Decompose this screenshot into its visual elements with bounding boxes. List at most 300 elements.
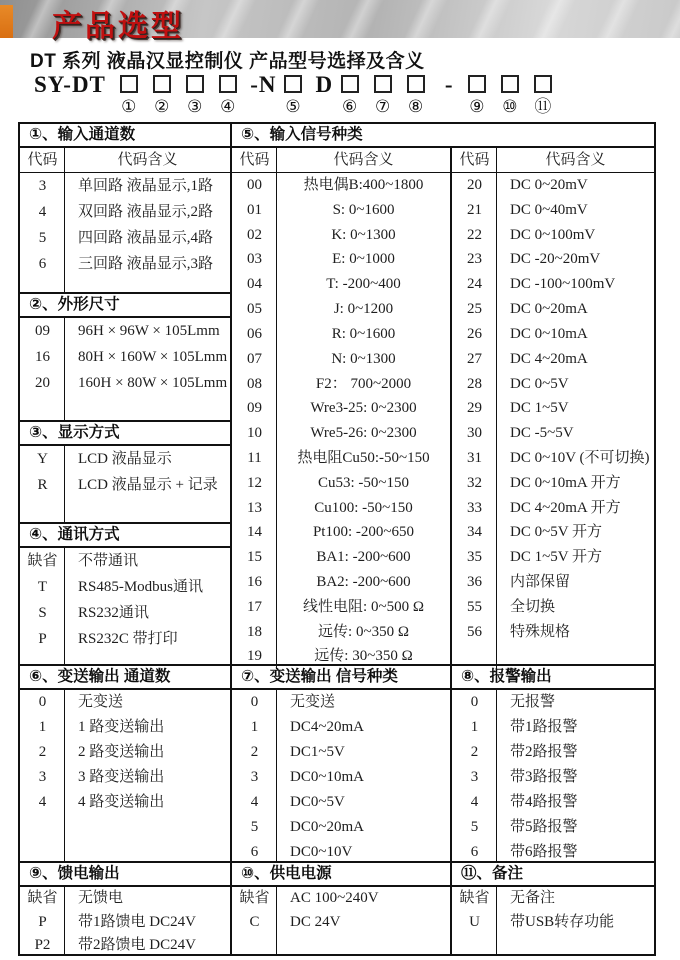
table-row [20, 715, 230, 740]
meaning-cell: 96H × 96W × 105Lmm [78, 323, 220, 339]
table-row [232, 372, 450, 397]
table-row [232, 272, 450, 297]
code-cell: 02 [247, 226, 262, 243]
circled-number: ⑥ [342, 97, 358, 117]
meaning-cell: 内部保留 [510, 574, 571, 590]
section-title: ⑧、报警输出 [452, 666, 654, 690]
section-transmit-signal-types [232, 666, 450, 861]
meaning-cell: Wre3-25: 0~2300 [310, 400, 417, 417]
code-cell: 21 [467, 201, 482, 218]
rows [20, 887, 230, 954]
code-cell: 5 [250, 819, 259, 835]
meaning-cell: 带4路报警 [510, 794, 578, 810]
code-cell: 07 [247, 350, 262, 367]
circled-number: ⑧ [408, 97, 424, 117]
circled-number: ① [121, 97, 137, 117]
meaning-cell: 带2路馈电 DC24V [78, 937, 196, 954]
model-prefix: SY-DT [34, 72, 113, 97]
table-row [232, 570, 450, 595]
table-row [452, 840, 654, 861]
table-row [232, 520, 450, 545]
table-row [452, 790, 654, 815]
code-cell: 10 [247, 425, 262, 442]
meaning-cell: LCD 液晶显示 [78, 451, 172, 467]
table-row [232, 223, 450, 248]
column-headers [452, 148, 654, 173]
model-digit-slot [178, 74, 211, 116]
code-cell: 24 [467, 276, 482, 293]
meaning-cell: DC -100~100mV [510, 276, 616, 293]
code-cell: 4 [38, 794, 47, 810]
code-cell: 36 [467, 574, 482, 590]
rows [452, 690, 654, 861]
model-group-3 [316, 74, 433, 116]
table-row [232, 322, 450, 347]
code-cell: 32 [467, 474, 482, 491]
code-cell: 12 [247, 474, 262, 491]
rows [232, 173, 450, 669]
meaning-cell: 单回路 液晶显示,1路 [78, 178, 214, 194]
model-boxes [277, 74, 310, 116]
meaning-cell: 无备注 [510, 890, 556, 906]
meaning-cell: 无变送 [290, 694, 336, 710]
digit-box [153, 75, 171, 93]
meaning-cell: DC4~20mA [290, 719, 364, 735]
code-cell: 16 [35, 349, 50, 365]
table-mid-area [20, 664, 654, 861]
table-row [20, 790, 230, 815]
circled-number: ③ [187, 97, 203, 117]
code-cell: 04 [247, 276, 262, 293]
code-cell: S [38, 605, 47, 621]
table-row [452, 471, 654, 496]
table-row [20, 626, 230, 652]
banner-accent-bar [0, 5, 13, 38]
section-display-mode [20, 420, 230, 522]
table-row [452, 396, 654, 421]
table-row [232, 595, 450, 620]
meaning-cell: RS232C 带打印 [78, 631, 178, 647]
table-row [452, 297, 654, 322]
code-cell: 22 [467, 226, 482, 243]
section-power-supply [232, 863, 450, 954]
signal-types-right [450, 148, 654, 669]
meaning-cell: 特殊规格 [510, 623, 571, 640]
meaning-cell: RS232通讯 [78, 605, 149, 621]
meaning-cell: 远传: 0~350 Ω [318, 623, 409, 640]
model-digit-slot [526, 74, 559, 116]
circled-number: ⑨ [469, 97, 485, 117]
rows [232, 690, 450, 861]
code-cell: 3 [250, 769, 259, 785]
meaning-cell: 无变送 [78, 694, 124, 710]
table-row [452, 347, 654, 372]
table-row [232, 815, 450, 840]
code-cell: 03 [247, 251, 262, 268]
section-remarks [452, 863, 654, 954]
rows [20, 173, 230, 277]
code-cell: 缺省 [239, 890, 270, 906]
section-body [20, 887, 230, 954]
code-cell: 6 [470, 844, 479, 860]
code-header: 代码 [459, 152, 490, 168]
code-header: 代码 [239, 152, 270, 168]
table-row [452, 887, 654, 911]
table-row [452, 496, 654, 521]
table-row [452, 446, 654, 471]
circled-number: ② [154, 97, 170, 117]
table-row [20, 446, 230, 472]
code-cell: 19 [247, 648, 262, 665]
code-cell: 35 [467, 549, 482, 566]
model-digit-slot [493, 74, 526, 116]
header-banner [0, 0, 680, 43]
digit-box [407, 75, 425, 93]
meaning-cell: 带5路报警 [510, 819, 578, 835]
code-cell: 2 [250, 744, 259, 760]
section-input-channels [20, 124, 230, 292]
model-digit-slot [112, 74, 145, 116]
code-cell: 5 [38, 230, 47, 246]
circled-number: ④ [220, 97, 236, 117]
meaning-cell: BA2: -200~600 [316, 574, 411, 590]
table-row [232, 690, 450, 715]
circled-number: ⑦ [375, 97, 391, 117]
model-digit-slot [145, 74, 178, 116]
meaning-cell: 四回路 液晶显示,4路 [78, 230, 214, 246]
meaning-cell: T: -200~400 [326, 276, 401, 293]
model-prefix: -N [250, 72, 277, 97]
circled-number: ⑪ [534, 97, 552, 117]
model-prefix: D [315, 72, 334, 97]
code-cell: 23 [467, 251, 482, 268]
table-row [20, 740, 230, 765]
section-title: ⑪、备注 [452, 863, 654, 887]
code-cell: 17 [247, 598, 262, 615]
code-cell: 33 [467, 499, 482, 516]
code-cell: 4 [470, 794, 479, 810]
digit-box [374, 75, 392, 93]
code-cell: 20 [467, 177, 482, 193]
meaning-cell: DC0~10V [290, 844, 353, 860]
meaning-cell: 三回路 液晶显示,3路 [78, 256, 214, 272]
meaning-cell: 热电偶B:400~1800 [303, 177, 424, 193]
meaning-cell: DC 0~40mV [510, 201, 588, 218]
section-title: ①、输入通道数 [20, 124, 230, 148]
model-digit-slot [277, 74, 310, 116]
meaning-cell: DC 24V [290, 913, 341, 930]
section-body [20, 548, 230, 664]
code-cell: P [38, 631, 47, 647]
meaning-cell: 160H × 80W × 105Lmm [78, 375, 228, 391]
code-cell: C [249, 913, 260, 930]
meaning-cell: 全切换 [510, 598, 556, 615]
meaning-cell: DC 0~10mA 开方 [510, 474, 621, 491]
meaning-cell: Wre5-26: 0~2300 [310, 425, 417, 442]
section-body [232, 887, 450, 954]
meaning-cell: 带6路报警 [510, 844, 578, 860]
banner-title: 产品选型 [52, 10, 184, 43]
model-boxes [460, 74, 559, 116]
code-cell: 0 [250, 694, 259, 710]
table-row [232, 347, 450, 372]
code-cell: 00 [247, 177, 262, 193]
meaning-cell: N: 0~1300 [331, 350, 396, 367]
meaning-cell: DC 0~20mV [510, 177, 588, 193]
section-body [20, 148, 230, 292]
meaning-cell: S: 0~1600 [332, 201, 395, 218]
table-row [20, 472, 230, 498]
table-row [20, 318, 230, 344]
meaning-cell: 远传: 30~350 Ω [314, 648, 413, 665]
meaning-cell: DC 1~5V 开方 [510, 549, 603, 566]
code-cell: 13 [247, 499, 262, 516]
table-row [232, 790, 450, 815]
meaning-cell: DC 0~10mA [510, 325, 588, 342]
code-cell: 34 [467, 524, 482, 541]
section-title: ⑩、供电电源 [232, 863, 450, 887]
meaning-cell: DC 4~20mA 开方 [510, 499, 621, 516]
meaning-cell: DC 0~100mV [510, 226, 596, 243]
digit-box [284, 75, 302, 93]
meaning-cell: 2 路变送输出 [78, 744, 165, 760]
circled-number: ⑤ [285, 97, 301, 117]
meaning-cell: DC0~5V [290, 794, 345, 810]
section-title: ⑥、变送输出 通道数 [20, 666, 230, 690]
meaning-cell: 无馈电 [78, 890, 124, 906]
code-cell: Y [37, 451, 48, 467]
table-row [232, 911, 450, 935]
section-title: ③、显示方式 [20, 422, 230, 446]
table-row [452, 715, 654, 740]
model-boxes [333, 74, 432, 116]
model-digit-slot [399, 74, 432, 116]
table-row [452, 911, 654, 935]
table-row [452, 421, 654, 446]
code-cell: 29 [467, 400, 482, 417]
table-row [20, 548, 230, 574]
table-row [452, 545, 654, 570]
table-row [20, 934, 230, 954]
meaning-cell: 带USB转存功能 [510, 913, 615, 930]
section-body [452, 887, 654, 954]
table-row [20, 251, 230, 277]
digit-box [468, 75, 486, 93]
code-cell: 01 [247, 201, 262, 218]
code-cell: 1 [38, 719, 47, 735]
column-left [20, 124, 230, 664]
meaning-cell: 带3路报警 [510, 769, 578, 785]
table-row [20, 911, 230, 935]
table-row [232, 840, 450, 861]
doc-title: DT 系列 液晶汉显控制仪 产品型号选择及含义 [30, 51, 425, 72]
meaning-cell: DC0~10mA [290, 769, 364, 785]
table-row [20, 600, 230, 626]
meaning-cell: 带1路馈电 DC24V [78, 913, 196, 930]
code-cell: T [37, 579, 48, 595]
meaning-cell: 热电阻Cu50:-50~150 [297, 449, 430, 466]
code-cell: 05 [247, 301, 262, 318]
code-cell: 1 [250, 719, 259, 735]
meaning-cell: 带1路报警 [510, 719, 578, 735]
signal-types-body [232, 148, 654, 669]
code-cell: 31 [467, 449, 482, 466]
table-row [20, 690, 230, 715]
meaning-cell: LCD 液晶显示 + 记录 [78, 477, 218, 493]
code-cell: 4 [38, 204, 47, 220]
table-row [452, 815, 654, 840]
meaning-cell: 双回路 液晶显示,2路 [78, 204, 214, 220]
table-row [452, 272, 654, 297]
meaning-cell: DC1~5V [290, 744, 345, 760]
meaning-cell: DC -5~5V [510, 425, 574, 442]
table-row [452, 620, 654, 645]
meaning-cell: DC 0~10V (不可切换) [510, 449, 650, 466]
rows [20, 548, 230, 652]
digit-box [534, 75, 552, 93]
section-communication [20, 522, 230, 664]
code-cell: 30 [467, 425, 482, 442]
code-cell: 6 [38, 256, 47, 272]
table-row [232, 297, 450, 322]
table-row [232, 887, 450, 911]
meaning-cell: Cu100: -50~150 [314, 499, 413, 516]
meaning-cell: DC0~20mA [290, 819, 364, 835]
table-top-area [20, 124, 654, 664]
table-row [452, 690, 654, 715]
code-cell: P2 [34, 937, 51, 954]
code-cell: 缺省 [459, 890, 490, 906]
table-row [232, 446, 450, 471]
code-cell: 14 [247, 524, 262, 541]
model-digit-slot [333, 74, 366, 116]
meaning-header: 代码含义 [333, 152, 394, 168]
table-row [232, 198, 450, 223]
rows [232, 887, 450, 934]
meaning-cell: E: 0~1000 [332, 251, 395, 268]
code-cell: 55 [467, 598, 482, 615]
section-dimensions [20, 292, 230, 420]
meaning-header: 代码含义 [545, 152, 606, 168]
circled-number: ⑩ [502, 97, 518, 117]
table-row [20, 344, 230, 370]
meaning-cell: F2： 700~2000 [315, 375, 412, 392]
code-cell: 25 [467, 301, 482, 318]
section-title: ⑨、馈电输出 [20, 863, 230, 887]
code-cell: 11 [247, 449, 262, 466]
code-cell: 27 [467, 350, 482, 367]
table-row [452, 372, 654, 397]
code-cell: 08 [247, 375, 262, 392]
section-body [20, 318, 230, 420]
code-cell: R [37, 477, 48, 493]
rows [20, 446, 230, 498]
code-cell: 09 [35, 323, 50, 339]
rows [20, 318, 230, 396]
model-code-line [34, 74, 559, 116]
rows [20, 690, 230, 815]
code-cell: 20 [35, 375, 50, 391]
code-cell: 3 [38, 178, 47, 194]
table-row [232, 396, 450, 421]
meaning-cell: K: 0~1300 [331, 226, 396, 243]
table-row [232, 496, 450, 521]
digit-box [219, 75, 237, 93]
code-cell: 3 [470, 769, 479, 785]
code-cell: U [469, 913, 480, 930]
table-row [452, 198, 654, 223]
code-cell: 2 [470, 744, 479, 760]
code-cell: 15 [247, 549, 262, 566]
table-row [20, 173, 230, 199]
section-feed-output [20, 863, 230, 954]
column-headers [20, 148, 230, 173]
section-input-signal-types [230, 124, 654, 664]
meaning-cell: 3 路变送输出 [78, 769, 165, 785]
model-boxes [112, 74, 244, 116]
section-title: ④、通讯方式 [20, 524, 230, 548]
table-row [452, 740, 654, 765]
meaning-cell: DC 1~5V [510, 400, 569, 417]
meaning-cell: DC 0~5V 开方 [510, 524, 603, 541]
section-body [20, 446, 230, 522]
table-row [232, 421, 450, 446]
code-cell: 缺省 [27, 553, 58, 569]
section-title: ⑤、输入信号种类 [232, 124, 654, 148]
table-row [452, 322, 654, 347]
meaning-cell: DC 4~20mA [510, 350, 588, 367]
section-body [452, 690, 654, 861]
section-transmit-channels [20, 666, 230, 861]
meaning-cell: J: 0~1200 [333, 301, 394, 318]
table-row [452, 765, 654, 790]
meaning-cell: 不带通讯 [78, 553, 139, 569]
table-row [232, 620, 450, 645]
code-cell: 09 [247, 400, 262, 417]
code-cell: P [38, 913, 47, 930]
meaning-cell: R: 0~1600 [331, 325, 396, 342]
signal-types-left [232, 148, 450, 669]
table-row [20, 574, 230, 600]
meaning-cell: DC 0~20mA [510, 301, 588, 318]
model-group-1 [34, 74, 244, 116]
meaning-cell: 线性电阻: 0~500 Ω [303, 598, 424, 615]
meaning-cell: RS485-Modbus通讯 [78, 579, 204, 595]
column-headers [232, 148, 450, 173]
selection-table [18, 122, 656, 956]
table-row [452, 173, 654, 198]
code-cell: 0 [38, 694, 47, 710]
table-bottom-area [20, 861, 654, 954]
table-row [232, 765, 450, 790]
model-digit-slot [366, 74, 399, 116]
meaning-cell: 80H × 160W × 105Lmm [78, 349, 228, 365]
table-row [20, 765, 230, 790]
meaning-cell: BA1: -200~600 [316, 549, 411, 566]
meaning-cell: 带2路报警 [510, 744, 578, 760]
code-cell: 4 [250, 794, 259, 810]
table-row [452, 247, 654, 272]
digit-box [186, 75, 204, 93]
digit-box [120, 75, 138, 93]
digit-box [341, 75, 359, 93]
code-cell: 16 [247, 574, 262, 590]
code-cell: 1 [470, 719, 479, 735]
code-cell: 18 [247, 623, 262, 640]
table-row [20, 887, 230, 911]
code-cell: 28 [467, 375, 482, 392]
table-row [20, 225, 230, 251]
